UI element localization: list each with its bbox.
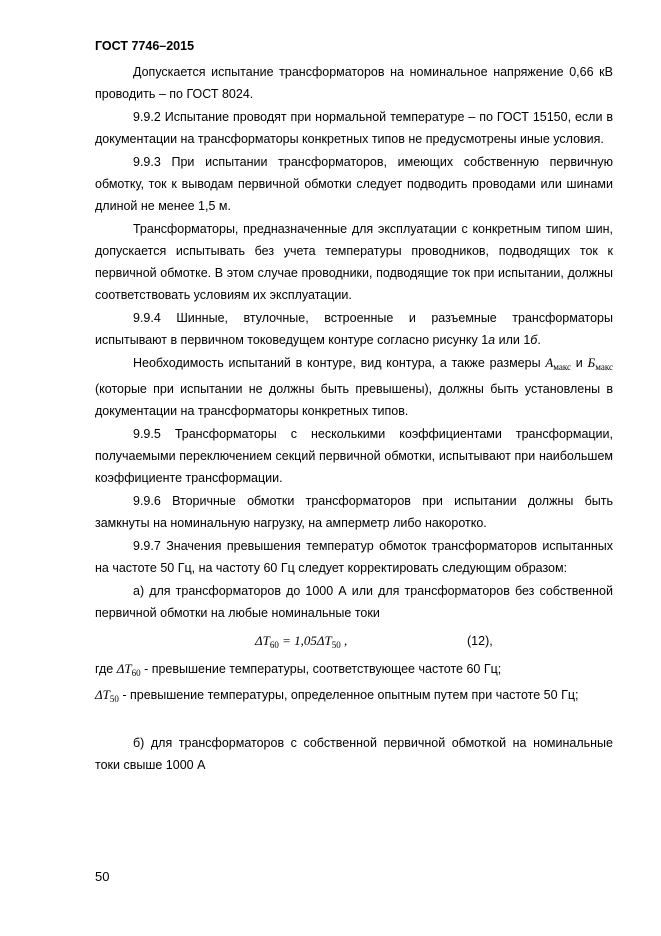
formula-12 (95, 624, 613, 658)
delta-t50-subscript: 50 (109, 694, 119, 704)
formula-rhs: = 1,05ΔT (278, 633, 332, 648)
symbol-delta-t60 (117, 661, 141, 676)
formula-expression (255, 630, 347, 656)
delta-t50: ΔT (95, 687, 110, 702)
figure-ref-a: а (488, 333, 496, 347)
where-prefix: где (95, 662, 117, 676)
where-line-60 (95, 658, 613, 684)
formula-rhs-subscript: 50 (331, 640, 341, 650)
figure-ref-or: или 1 (495, 333, 531, 347)
formula-lhs-subscript: 60 (269, 640, 279, 650)
paragraph-busbar-transformers: Трансформаторы, предназначенные для эксплуатации с конкретным типом шин, допускается испытывать без учета температуры проводников, подводящих ток к первичной обмотке. В этом случае проводники, подводящие ток при испытании, должны соответствовать условиям их эксплуатации. (95, 222, 613, 302)
paragraph-item-b: б) для трансформаторов с собственной первичной обмоткой на номинальные токи свыше 1000 А (95, 736, 613, 772)
symbol-a-max (545, 355, 571, 370)
paragraph-9-9-2: 9.9.2 Испытание проводят при нормальной температуре – по ГОСТ 15150, если в документации на трансформаторы конкретных типов не предусмотрены иные условия. (95, 110, 613, 146)
formula-lhs: ΔT (255, 633, 270, 648)
symbol-b-max (588, 355, 613, 370)
paragraph-end: . (537, 333, 541, 347)
contour-text-2: (которые при испытании не должны быть превышены), должны быть установлены в документации на трансформаторы конкретных типов. (95, 382, 613, 418)
contour-text-and: и (571, 356, 588, 370)
where-line-50 (95, 684, 613, 710)
paragraph-9-9-4-text: 9.9.4 Шинные, втулочные, встроенные и разъемные трансформаторы испытывают в первичном токоведущем контуре согласно рисунку 1 (95, 311, 613, 347)
paragraph-9-9-5: 9.9.5 Трансформаторы с несколькими коэффициентами трансформации, получаемыми переключением секций первичной обмотки, испытывают при наибольшем коэффициенте трансформации. (95, 427, 613, 485)
formula-number: (12), (467, 634, 493, 648)
paragraph-voltage-test: Допускается испытание трансформаторов на номинальное напряжение 0,66 кВ проводить – по ГОСТ 8024. (95, 65, 613, 101)
formula-tail: , (340, 633, 348, 648)
paragraph-9-9-3: 9.9.3 При испытании трансформаторов, имеющих собственную первичную обмотку, ток к выводам первичной обмотки следует подводить проводами или шинами длиной не менее 1,5 м. (95, 155, 613, 213)
where-50-text: - превышение температуры, определенное опытным путем при частоте 50 Гц; (118, 688, 579, 702)
paragraph-9-9-6: 9.9.6 Вторичные обмотки трансформаторов при испытании должны быть замкнуты на номинальную нагрузку, на амперметр либо накоротко. (95, 494, 613, 530)
symbol-b-subscript: макс (595, 362, 613, 372)
symbol-a: A (545, 355, 554, 370)
where-60-text: - превышение температуры, соответствующее частоте 60 Гц; (140, 662, 502, 676)
paragraph-9-9-4 (95, 307, 613, 351)
body-text (95, 61, 613, 776)
symbol-a-subscript: макс (553, 362, 572, 372)
contour-text-1: Необходимость испытаний в контуре, вид контура, а также размеры (133, 356, 546, 370)
document-header: ГОСТ 7746–2015 (95, 39, 195, 53)
paragraph-contour-dimensions (95, 352, 613, 422)
symbol-delta-t50 (95, 687, 119, 702)
delta-t60-subscript: 60 (131, 668, 141, 678)
spacer (95, 710, 613, 732)
delta-t60: ΔT (116, 661, 132, 676)
symbol-b: Б (587, 355, 596, 370)
paragraph-item-a: а) для трансформаторов до 1000 А или для трансформаторов без собственной первичной обмотки на любые номинальные токи (95, 584, 613, 620)
figure-ref-b: б (530, 333, 538, 347)
page-number: 50 (95, 869, 110, 884)
paragraph-9-9-7: 9.9.7 Значения превышения температур обмоток трансформаторов испытанных на частоте 50 Гц, на частоту 60 Гц следует корректировать следующим образом: (95, 539, 613, 575)
